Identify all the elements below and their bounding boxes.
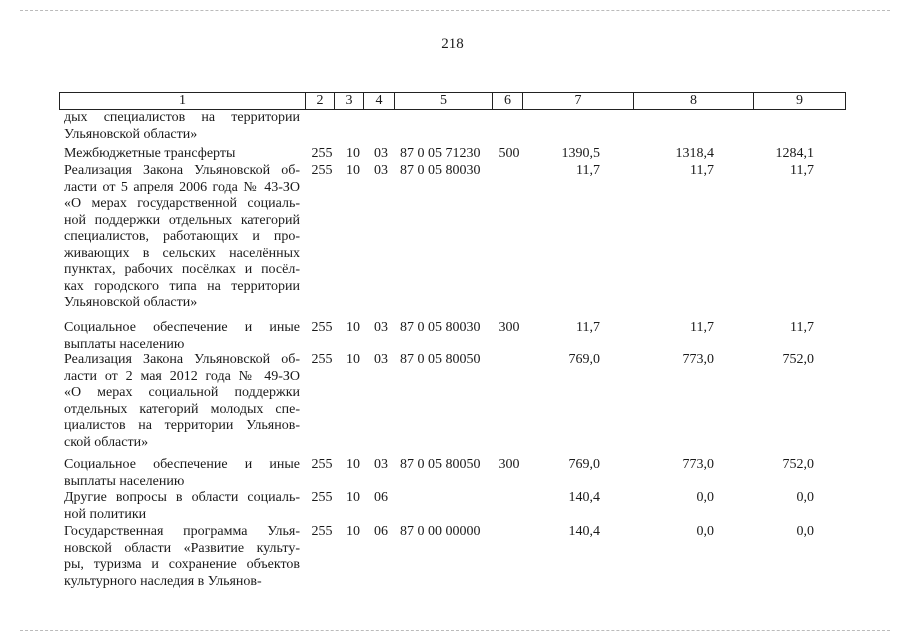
cell-c8: 1318,4 — [675, 146, 714, 161]
description-line: культурного наследия в Ульянов- — [64, 573, 262, 589]
description-line: отдельных категорий молодых спе- — [64, 401, 300, 417]
description-line: Ульяновской области» — [64, 126, 198, 142]
description-line: «О мерах социальной поддержки — [64, 385, 300, 400]
cell-c2: 255 — [311, 163, 333, 178]
cell-c3: 10 — [346, 163, 360, 178]
header-col-4: 4 — [364, 93, 395, 109]
description-line: специалистов, работающих и про- — [64, 229, 300, 244]
row-description — [64, 457, 300, 490]
cell-c9: 752,0 — [782, 352, 814, 367]
header-col-2: 2 — [306, 93, 335, 109]
header-col-9: 9 — [796, 93, 803, 108]
row-description — [64, 146, 300, 163]
cell-c4: 03 — [374, 320, 388, 335]
cell-c5: 87 0 05 80050 — [400, 352, 481, 367]
cell-c7: 11,7 — [576, 320, 600, 335]
header-col-3: 3 — [335, 93, 364, 109]
scan-edge-top — [20, 10, 890, 12]
cell-c8: 11,7 — [690, 320, 714, 335]
row-description — [64, 163, 300, 312]
cell-c5: 87 0 00 00000 — [400, 524, 481, 539]
description-line: «О мерах государственной социаль- — [64, 196, 300, 211]
description-line: живающих в сельских населённых — [64, 245, 300, 261]
cell-c2: 255 — [311, 146, 333, 161]
description-line: ской области» — [64, 434, 149, 450]
cell-c3: 10 — [346, 457, 360, 472]
cell-c3: 10 — [346, 320, 360, 335]
page-number: 218 — [441, 36, 464, 52]
header-col-8: 8 — [634, 93, 754, 109]
cell-c8: 0,0 — [696, 490, 714, 505]
cell-c3: 10 — [346, 146, 360, 161]
cell-c5: 87 0 05 80030 — [400, 320, 481, 335]
cell-c2: 255 — [311, 524, 333, 539]
cell-c4: 03 — [374, 352, 388, 367]
cell-c5: 87 0 05 80030 — [400, 163, 481, 178]
description-line: ках городского типа на территории — [64, 278, 300, 294]
description-line: дых специалистов на территории — [64, 110, 300, 125]
cell-c7: 1390,5 — [561, 146, 600, 161]
cell-c4: 03 — [374, 163, 388, 178]
description-line: Государственная программа Улья- — [64, 524, 300, 539]
description-line: ласти от 5 апреля 2006 года № 43-ЗО — [64, 179, 300, 195]
header-col-6: 6 — [493, 93, 523, 109]
header-col-7: 7 — [523, 93, 634, 109]
cell-c3: 10 — [346, 352, 360, 367]
description-line: Другие вопросы в области социаль- — [64, 490, 300, 505]
row-description — [64, 352, 300, 451]
cell-c9: 1284,1 — [775, 146, 814, 161]
cell-c2: 255 — [311, 490, 333, 505]
cell-c7: 769,0 — [568, 352, 600, 367]
cell-c8: 773,0 — [682, 352, 714, 367]
cell-c3: 10 — [346, 524, 360, 539]
row-description — [64, 320, 300, 353]
description-line: ры, туризма и сохранение объектов — [64, 557, 300, 572]
description-line: Реализация Закона Ульяновской об- — [64, 352, 300, 367]
cell-c7: 769,0 — [568, 457, 600, 472]
cell-c7: 140,4 — [568, 490, 600, 505]
description-line: ной политики — [64, 506, 147, 522]
cell-c5: 87 0 05 80050 — [400, 457, 481, 472]
cell-c9: 0,0 — [796, 490, 814, 505]
cell-c9: 11,7 — [790, 320, 814, 335]
description-line: Социальное обеспечение и иные — [64, 320, 300, 335]
cell-c7: 140,4 — [568, 524, 600, 539]
cell-c3: 10 — [346, 490, 360, 505]
description-line: Межбюджетные трансферты — [64, 146, 236, 161]
table-header — [59, 92, 846, 110]
cell-c6: 300 — [498, 457, 520, 472]
header-col-5: 5 — [395, 93, 493, 109]
cell-c9: 11,7 — [790, 163, 814, 178]
cell-c2: 255 — [311, 320, 333, 335]
row-description — [64, 524, 300, 590]
description-line: пунктах, рабочих посёлках и посёл- — [64, 262, 300, 277]
cell-c8: 773,0 — [682, 457, 714, 472]
cell-c2: 255 — [311, 457, 333, 472]
cell-c4: 03 — [374, 146, 388, 161]
description-line: Социальное обеспечение и иные — [64, 457, 300, 472]
cell-c8: 11,7 — [690, 163, 714, 178]
description-line: ласти от 2 мая 2012 года № 49-ЗО — [64, 368, 300, 384]
description-line: циалистов на территории Ульянов- — [64, 418, 300, 433]
cell-c4: 06 — [374, 524, 388, 539]
cell-c4: 06 — [374, 490, 388, 505]
cell-c2: 255 — [311, 352, 333, 367]
description-line: Реализация Закона Ульяновской об- — [64, 163, 300, 178]
cell-c8: 0,0 — [696, 524, 714, 539]
cell-c5: 87 0 05 71230 — [400, 146, 481, 161]
cell-c9: 752,0 — [782, 457, 814, 472]
description-line: Ульяновской области» — [64, 295, 198, 310]
cell-c6: 500 — [498, 146, 520, 161]
cell-c9: 0,0 — [796, 524, 814, 539]
description-line: выплаты населению — [64, 473, 185, 489]
header-col-1: 1 — [60, 93, 306, 109]
row-description — [64, 490, 300, 523]
description-line: выплаты населению — [64, 336, 185, 352]
cell-c7: 11,7 — [576, 163, 600, 178]
cell-c4: 03 — [374, 457, 388, 472]
scan-edge-bottom — [20, 630, 890, 632]
row-description — [64, 110, 300, 143]
cell-c6: 300 — [498, 320, 520, 335]
description-line: ной поддержки отдельных категорий — [64, 212, 300, 228]
description-line: новской области «Развитие культу- — [64, 540, 300, 556]
